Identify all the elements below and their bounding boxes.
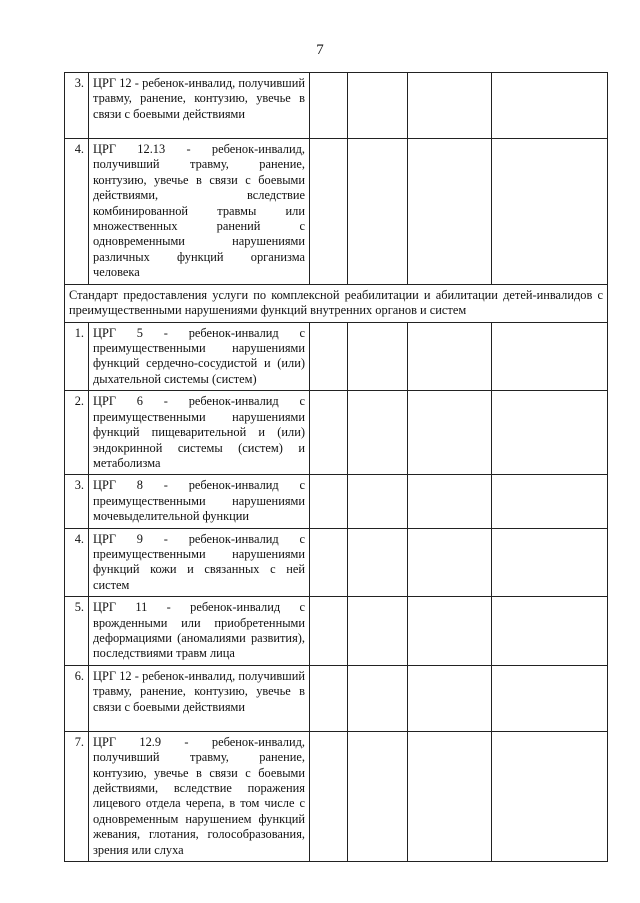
- row-description: ЦРГ 11 - ребенок-инвалид с врожденными или приобретенными деформациями (аномалиями развития), последствиями травм лица: [89, 597, 310, 666]
- empty-cell: [492, 528, 608, 597]
- empty-cell: [310, 665, 348, 731]
- empty-cell: [310, 322, 348, 391]
- empty-cell: [408, 731, 492, 861]
- empty-cell: [408, 475, 492, 528]
- row-number: 4.: [65, 528, 89, 597]
- table-row: [65, 73, 608, 139]
- empty-cell: [408, 139, 492, 285]
- row-number: 1.: [65, 322, 89, 391]
- row-number: 7.: [65, 731, 89, 861]
- row-description: ЦРГ 5 - ребенок-инвалид с преимущественными нарушениями функций сердечно-сосудистой и (или) дыхательной системы (систем): [89, 322, 310, 391]
- empty-cell: [408, 528, 492, 597]
- empty-cell: [492, 475, 608, 528]
- empty-cell: [348, 597, 408, 666]
- empty-cell: [348, 322, 408, 391]
- row-number: 6.: [65, 665, 89, 731]
- empty-cell: [492, 322, 608, 391]
- page-number: 7: [316, 42, 324, 58]
- row-description: ЦРГ 12.13 - ребенок-инвалид, получивший травму, ранение, контузию, увечье в связи с боевыми действиями, вследствие комбинированной травмы или множественных ранений с одновременными нарушениями различных функций организма человека: [89, 139, 310, 285]
- row-number: 2.: [65, 391, 89, 475]
- empty-cell: [408, 322, 492, 391]
- section-heading-row: [65, 284, 608, 322]
- empty-cell: [492, 731, 608, 861]
- empty-cell: [348, 665, 408, 731]
- empty-cell: [492, 391, 608, 475]
- empty-cell: [348, 391, 408, 475]
- table-row: [65, 528, 608, 597]
- row-number: 4.: [65, 139, 89, 285]
- empty-cell: [310, 475, 348, 528]
- row-description: ЦРГ 12.9 - ребенок-инвалид, получивший травму, ранение, контузию, увечье в связи с боевыми действиями, вследствие поражения лицевого отдела черепа, в том числе с одновременным нарушением функций жевания, глотания, голособразования, зрения или слуха: [89, 731, 310, 861]
- empty-cell: [348, 528, 408, 597]
- empty-cell: [348, 731, 408, 861]
- table-row: [65, 597, 608, 666]
- table-row: [65, 139, 608, 285]
- table-row: [65, 475, 608, 528]
- row-number: 3.: [65, 475, 89, 528]
- row-description: ЦРГ 6 - ребенок-инвалид с преимущественными нарушениями функций пищеварительной и (или) эндокринной системы (систем) и метаболизма: [89, 391, 310, 475]
- row-description: ЦРГ 8 - ребенок-инвалид с преимущественными нарушениями мочевыделительной функции: [89, 475, 310, 528]
- section-heading: Стандарт предоставления услуги по комплексной реабилитации и абилитации детей-инвалидов с преимущественными нарушениями функций внутренних органов и систем: [65, 284, 608, 322]
- row-description: ЦРГ 12 - ребенок-инвалид, получивший травму, ранение, контузию, увечье в связи с боевыми действиями: [89, 73, 310, 139]
- empty-cell: [492, 139, 608, 285]
- empty-cell: [408, 73, 492, 139]
- empty-cell: [310, 597, 348, 666]
- empty-cell: [310, 528, 348, 597]
- empty-cell: [408, 597, 492, 666]
- table-row: [65, 391, 608, 475]
- row-number: 3.: [65, 73, 89, 139]
- empty-cell: [310, 139, 348, 285]
- table-row: [65, 322, 608, 391]
- table-row: [65, 665, 608, 731]
- row-description: ЦРГ 9 - ребенок-инвалид с преимущественными нарушениями функций кожи и связанных с ней систем: [89, 528, 310, 597]
- empty-cell: [408, 391, 492, 475]
- empty-cell: [310, 73, 348, 139]
- table-row: [65, 731, 608, 861]
- empty-cell: [492, 665, 608, 731]
- empty-cell: [310, 391, 348, 475]
- empty-cell: [348, 73, 408, 139]
- empty-cell: [492, 73, 608, 139]
- row-description: ЦРГ 12 - ребенок-инвалид, получивший травму, ранение, контузию, увечье в связи с боевыми действиями: [89, 665, 310, 731]
- row-number: 5.: [65, 597, 89, 666]
- empty-cell: [408, 665, 492, 731]
- empty-cell: [492, 597, 608, 666]
- empty-cell: [310, 731, 348, 861]
- standards-table: [64, 72, 608, 862]
- empty-cell: [348, 475, 408, 528]
- empty-cell: [348, 139, 408, 285]
